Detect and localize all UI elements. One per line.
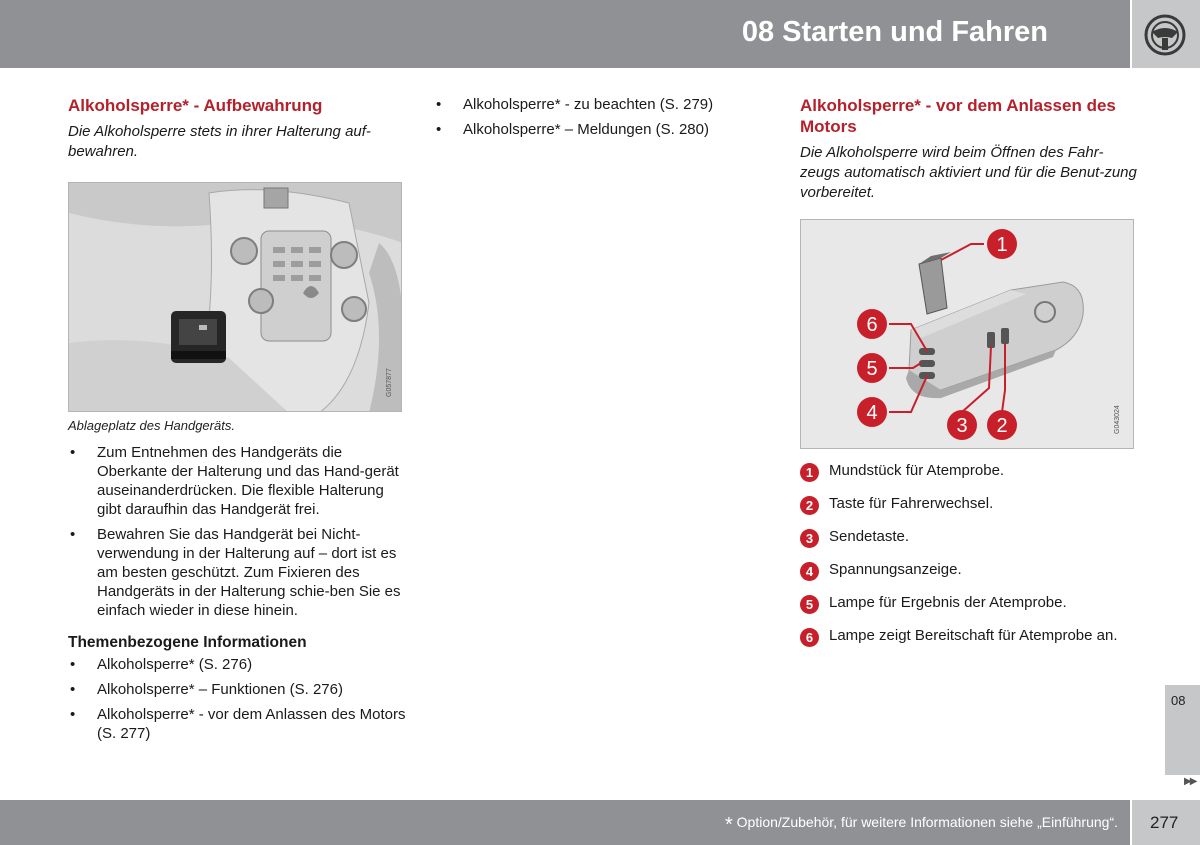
side-tab-label: 08 bbox=[1171, 693, 1186, 708]
svg-text:4: 4 bbox=[866, 402, 878, 424]
handset-illustration bbox=[801, 220, 1134, 449]
callout-2 bbox=[987, 410, 1017, 440]
footnote-text: Option/Zubehör, für weitere Informationen siehe „Einführung“. bbox=[736, 814, 1118, 830]
legend-text: Sendetaste. bbox=[829, 528, 910, 545]
intro-storage: Die Alkoholsperre stets in ihrer Halterung auf-bewahren. bbox=[68, 123, 371, 160]
dashboard-illustration bbox=[69, 183, 402, 412]
page-number: 277 bbox=[1150, 813, 1179, 832]
svg-text:6: 6 bbox=[866, 314, 878, 336]
right-column bbox=[800, 95, 1140, 659]
callout-4 bbox=[857, 397, 887, 427]
steering-wheel-icon bbox=[1142, 12, 1188, 58]
footnote bbox=[725, 814, 1118, 837]
middle-column bbox=[434, 95, 744, 145]
number-badge: 3 bbox=[800, 529, 819, 548]
chapter-side-tab[interactable] bbox=[1165, 685, 1200, 775]
related-link[interactable]: • Alkoholsperre* – Funktionen (S. 276) bbox=[68, 680, 408, 699]
legend-text: Spannungsanzeige. bbox=[829, 561, 962, 578]
related-link[interactable]: • Alkoholsperre* - zu beachten (S. 279) bbox=[434, 95, 744, 114]
figure-handset bbox=[800, 219, 1134, 449]
callout-6 bbox=[857, 309, 887, 339]
figure-dashboard bbox=[68, 182, 402, 412]
footer-bar bbox=[0, 800, 1130, 845]
left-column bbox=[68, 95, 408, 749]
intro-before-start: Die Alkoholsperre wird beim Öffnen des Fahr-zeugs automatisch aktiviert und für die Benut-zung vorbereitet. bbox=[800, 144, 1137, 201]
callout-3 bbox=[947, 410, 977, 440]
related-links-list bbox=[68, 655, 408, 743]
callout-1 bbox=[987, 229, 1017, 259]
number-badge: 5 bbox=[800, 595, 819, 614]
figure-code-left: G057877 bbox=[386, 368, 393, 397]
svg-text:1: 1 bbox=[996, 234, 1008, 256]
callout-legend bbox=[800, 461, 1140, 645]
related-links-list-continued bbox=[434, 95, 744, 139]
number-badge: 4 bbox=[800, 562, 819, 581]
figure-code-right: G043024 bbox=[1114, 405, 1121, 434]
related-link[interactable]: • Alkoholsperre* (S. 276) bbox=[68, 655, 408, 674]
related-info-heading: Themenbezogene Informationen bbox=[68, 634, 307, 651]
svg-text:3: 3 bbox=[956, 415, 968, 437]
callout-5 bbox=[857, 353, 887, 383]
footnote-star: * bbox=[724, 814, 733, 836]
legend-item bbox=[800, 527, 1140, 546]
double-chevron-right-icon[interactable]: ▶▶ bbox=[1184, 776, 1196, 787]
legend-text: Taste für Fahrerwechsel. bbox=[829, 495, 994, 512]
legend-item bbox=[800, 494, 1140, 513]
legend-item bbox=[800, 461, 1140, 480]
svg-text:5: 5 bbox=[866, 358, 878, 380]
section-title-before-start: Alkoholsperre* - vor dem Anlassen des Motors bbox=[800, 96, 1116, 136]
related-link[interactable]: • Alkoholsperre* – Meldungen (S. 280) bbox=[434, 120, 744, 139]
svg-text:2: 2 bbox=[996, 415, 1008, 437]
list-item: • Zum Entnehmen des Handgeräts die Oberkante der Halterung und das Hand-gerät auseinanderdrücken. Die flexible Halterung gibt daraufhin das Handgerät frei. bbox=[68, 443, 408, 519]
number-badge: 2 bbox=[800, 496, 819, 515]
number-badge: 1 bbox=[800, 463, 819, 482]
section-title-storage: Alkoholsperre* - Aufbewahrung bbox=[68, 96, 323, 115]
legend-text: Mundstück für Atemprobe. bbox=[829, 462, 1005, 479]
legend-text: Lampe für Ergebnis der Atemprobe. bbox=[829, 594, 1067, 611]
number-badge: 6 bbox=[800, 628, 819, 647]
handset-in-holder bbox=[171, 311, 226, 363]
related-link[interactable]: • Alkoholsperre* - vor dem Anlassen des Motors (S. 277) bbox=[68, 705, 408, 743]
legend-item bbox=[800, 626, 1140, 645]
page-number-box bbox=[1132, 800, 1200, 845]
legend-item bbox=[800, 560, 1140, 579]
instruction-list bbox=[68, 443, 408, 620]
figure-caption: Ablageplatz des Handgeräts. bbox=[68, 418, 235, 433]
chapter-title: 08 Starten und Fahren bbox=[741, 16, 1048, 48]
chapter-icon-box bbox=[1132, 0, 1200, 68]
legend-text: Lampe zeigt Bereitschaft für Atemprobe an. bbox=[829, 627, 1118, 644]
list-item: • Bewahren Sie das Handgerät bei Nicht-verwendung in der Halterung auf – dort ist es am besten geschützt. Zum Fixieren des Handgeräts in der Halterung schie-ben Sie es einfach wieder in diese hinein. bbox=[68, 525, 408, 620]
legend-item bbox=[800, 593, 1140, 612]
header-bar bbox=[0, 0, 1130, 68]
